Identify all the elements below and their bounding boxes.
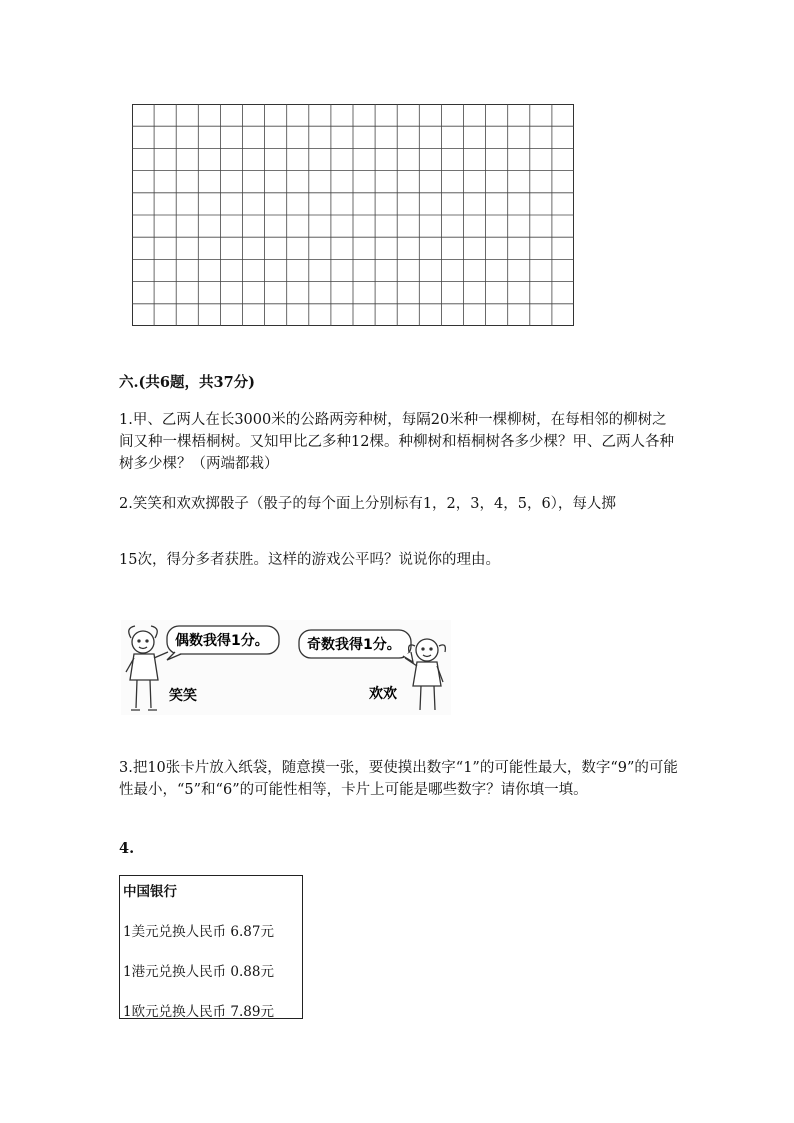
answer-grid xyxy=(132,104,574,326)
right-name: 欢欢 xyxy=(369,686,397,702)
dice-game-illustration xyxy=(121,620,451,715)
question-2-line-2: 15次，得分多者获胜。这样的游戏公平吗？说说你的理由。 xyxy=(119,552,500,568)
right-speech-bubble xyxy=(299,630,413,662)
bank-rate-box xyxy=(119,875,303,1019)
section-title: 六.(共6题，共37分) xyxy=(119,374,256,391)
question-3: 3.把10张卡片放入纸袋，随意摸一张，要使摸出数字“1”的可能性最大，数字“9”的可能性最小，“5”和“6”的可能性相等，卡片上可能是哪些数字？请你填一填。 xyxy=(119,760,678,798)
bank-title: 中国银行 xyxy=(123,884,177,900)
left-name: 笑笑 xyxy=(169,688,197,704)
right-speech-text: 奇数我得1分。 xyxy=(307,637,401,653)
rate-eur: 1欧元兑换人民币 7.89元 xyxy=(123,1004,274,1020)
rate-hkd: 1港元兑换人民币 0.88元 xyxy=(123,964,274,980)
question-2-line-1: 2.笑笑和欢欢掷骰子（骰子的每个面上分别标有1，2，3，4，5，6），每人掷 xyxy=(119,496,616,512)
question-1: 1.甲、乙两人在长3000米的公路两旁种树，每隔20米种一棵柳树，在每相邻的柳树之间又种一棵梧桐树。又知甲比乙多种12棵。种柳树和梧桐树各多少棵？甲、乙两人各种树多少棵？（两端都栽） xyxy=(119,412,674,472)
question-4: 4. xyxy=(119,840,135,857)
rate-usd: 1美元兑换人民币 6.87元 xyxy=(123,924,274,940)
left-speech-text: 偶数我得1分。 xyxy=(175,633,269,649)
